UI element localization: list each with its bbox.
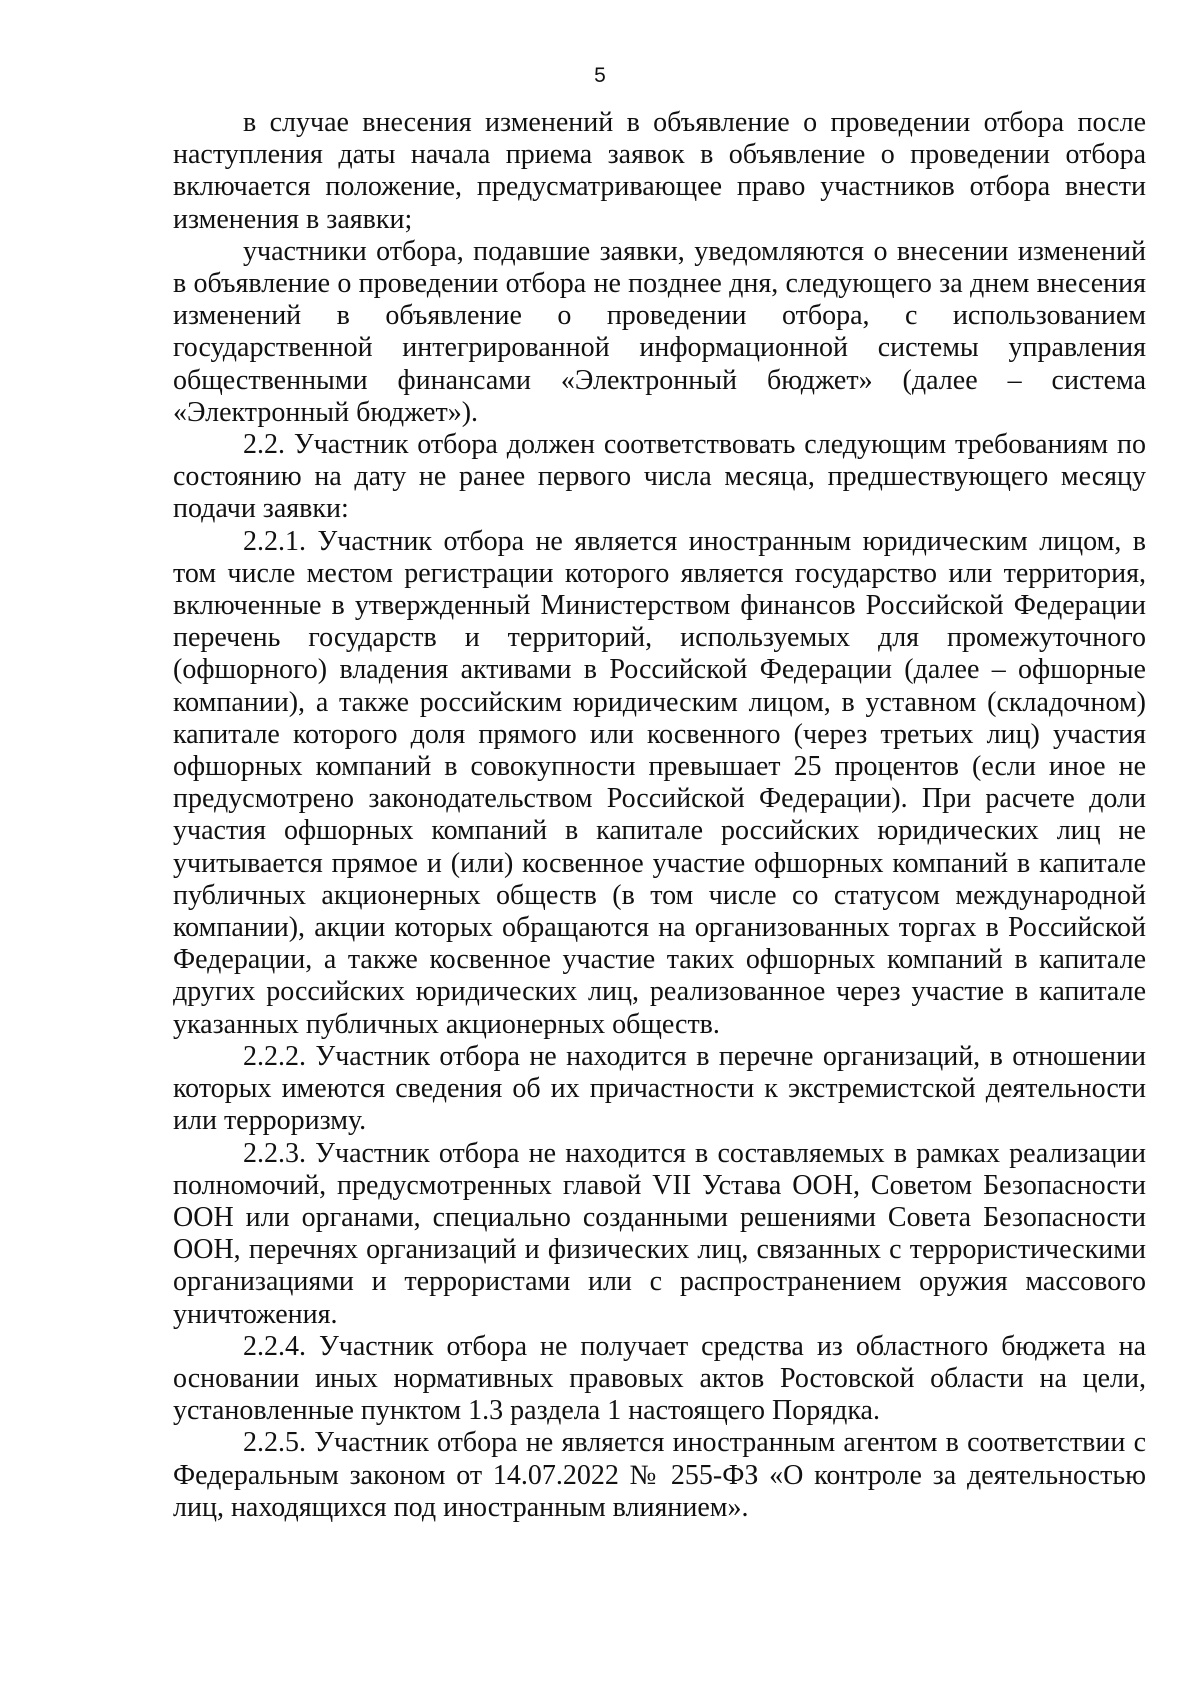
paragraph-participant-notification: участники отбора, подавшие заявки, уведомляются о внесении изменений в объявление о проведении отбора не позднее дня, следующего за днем внесения изменений в объявление о проведении отбора, с использованием государственной интегрированной информационной системы управления общественными финансами «Электронный бюджет» (далее – система «Электронный бюджет»). — [173, 235, 1146, 428]
paragraph-2-2-3-un-lists: 2.2.3. Участник отбора не находится в составляемых в рамках реализации полномочий, предусмотренных главой VII Устава ООН, Советом Безопасности ООН или органами, специально созданными решениями Совета Безопасности ООН, перечнях организаций и физических лиц, связанных с террористическими организациями и террористами или с распространением оружия массового уничтожения. — [173, 1137, 1146, 1330]
paragraph-2-2-4-regional-budget: 2.2.4. Участник отбора не получает средства из областного бюджета на основании иных нормативных правовых актов Ростовской области на цели, установленные пунктом 1.3 раздела 1 настоящего Порядка. — [173, 1330, 1146, 1427]
paragraph-2-2-1-offshore: 2.2.1. Участник отбора не является иностранным юридическим лицом, в том числе местом регистрации которого является государство или территория, включенные в утвержденный Министерством финансов Российской Федерации перечень государств и территорий, используемых для промежуточного (офшорного) владения активами в Российской Федерации (далее – офшорные компании), а также российским юридическим лицом, в уставном (складочном) капитале которого доля прямого или косвенного (через третьих лиц) участия офшорных компаний в совокупности превышает 25 процентов (если иное не предусмотрено законодательством Российской Федерации). При расчете доли участия офшорных компаний в капитале российских юридических лиц не учитывается прямое и (или) косвенное участие офшорных компаний в капитале публичных акционерных обществ (в том числе со статусом международной компании), акции которых обращаются на организованных торгах в Российской Федерации, а также косвенное участие таких офшорных компаний в капитале других российских юридических лиц, реализованное через участие в капитале указанных публичных акционерных обществ. — [173, 525, 1146, 1040]
page-number: 5 — [594, 64, 606, 87]
paragraph-2-2-2-extremism: 2.2.2. Участник отбора не находится в перечне организаций, в отношении которых имеются сведения об их причастности к экстремистской деятельности или терроризму. — [173, 1040, 1146, 1137]
paragraph-2-2-5-foreign-agent: 2.2.5. Участник отбора не является иностранным агентом в соответствии с Федеральным законом от 14.07.2022 № 255-ФЗ «О контроле за деятельностью лиц, находящихся под иностранным влиянием». — [173, 1427, 1146, 1523]
paragraph-2-2-requirements: 2.2. Участник отбора должен соответствовать следующим требованиям по состоянию на дату не ранее первого числа месяца, предшествующего месяцу подачи заявки: — [173, 429, 1146, 525]
document-body — [173, 107, 1146, 1524]
paragraph-application-changes: в случае внесения изменений в объявление о проведении отбора после наступления даты начала приема заявок в объявление о проведении отбора включается положение, предусматривающее право участников отбора внести изменения в заявки; — [173, 107, 1146, 235]
